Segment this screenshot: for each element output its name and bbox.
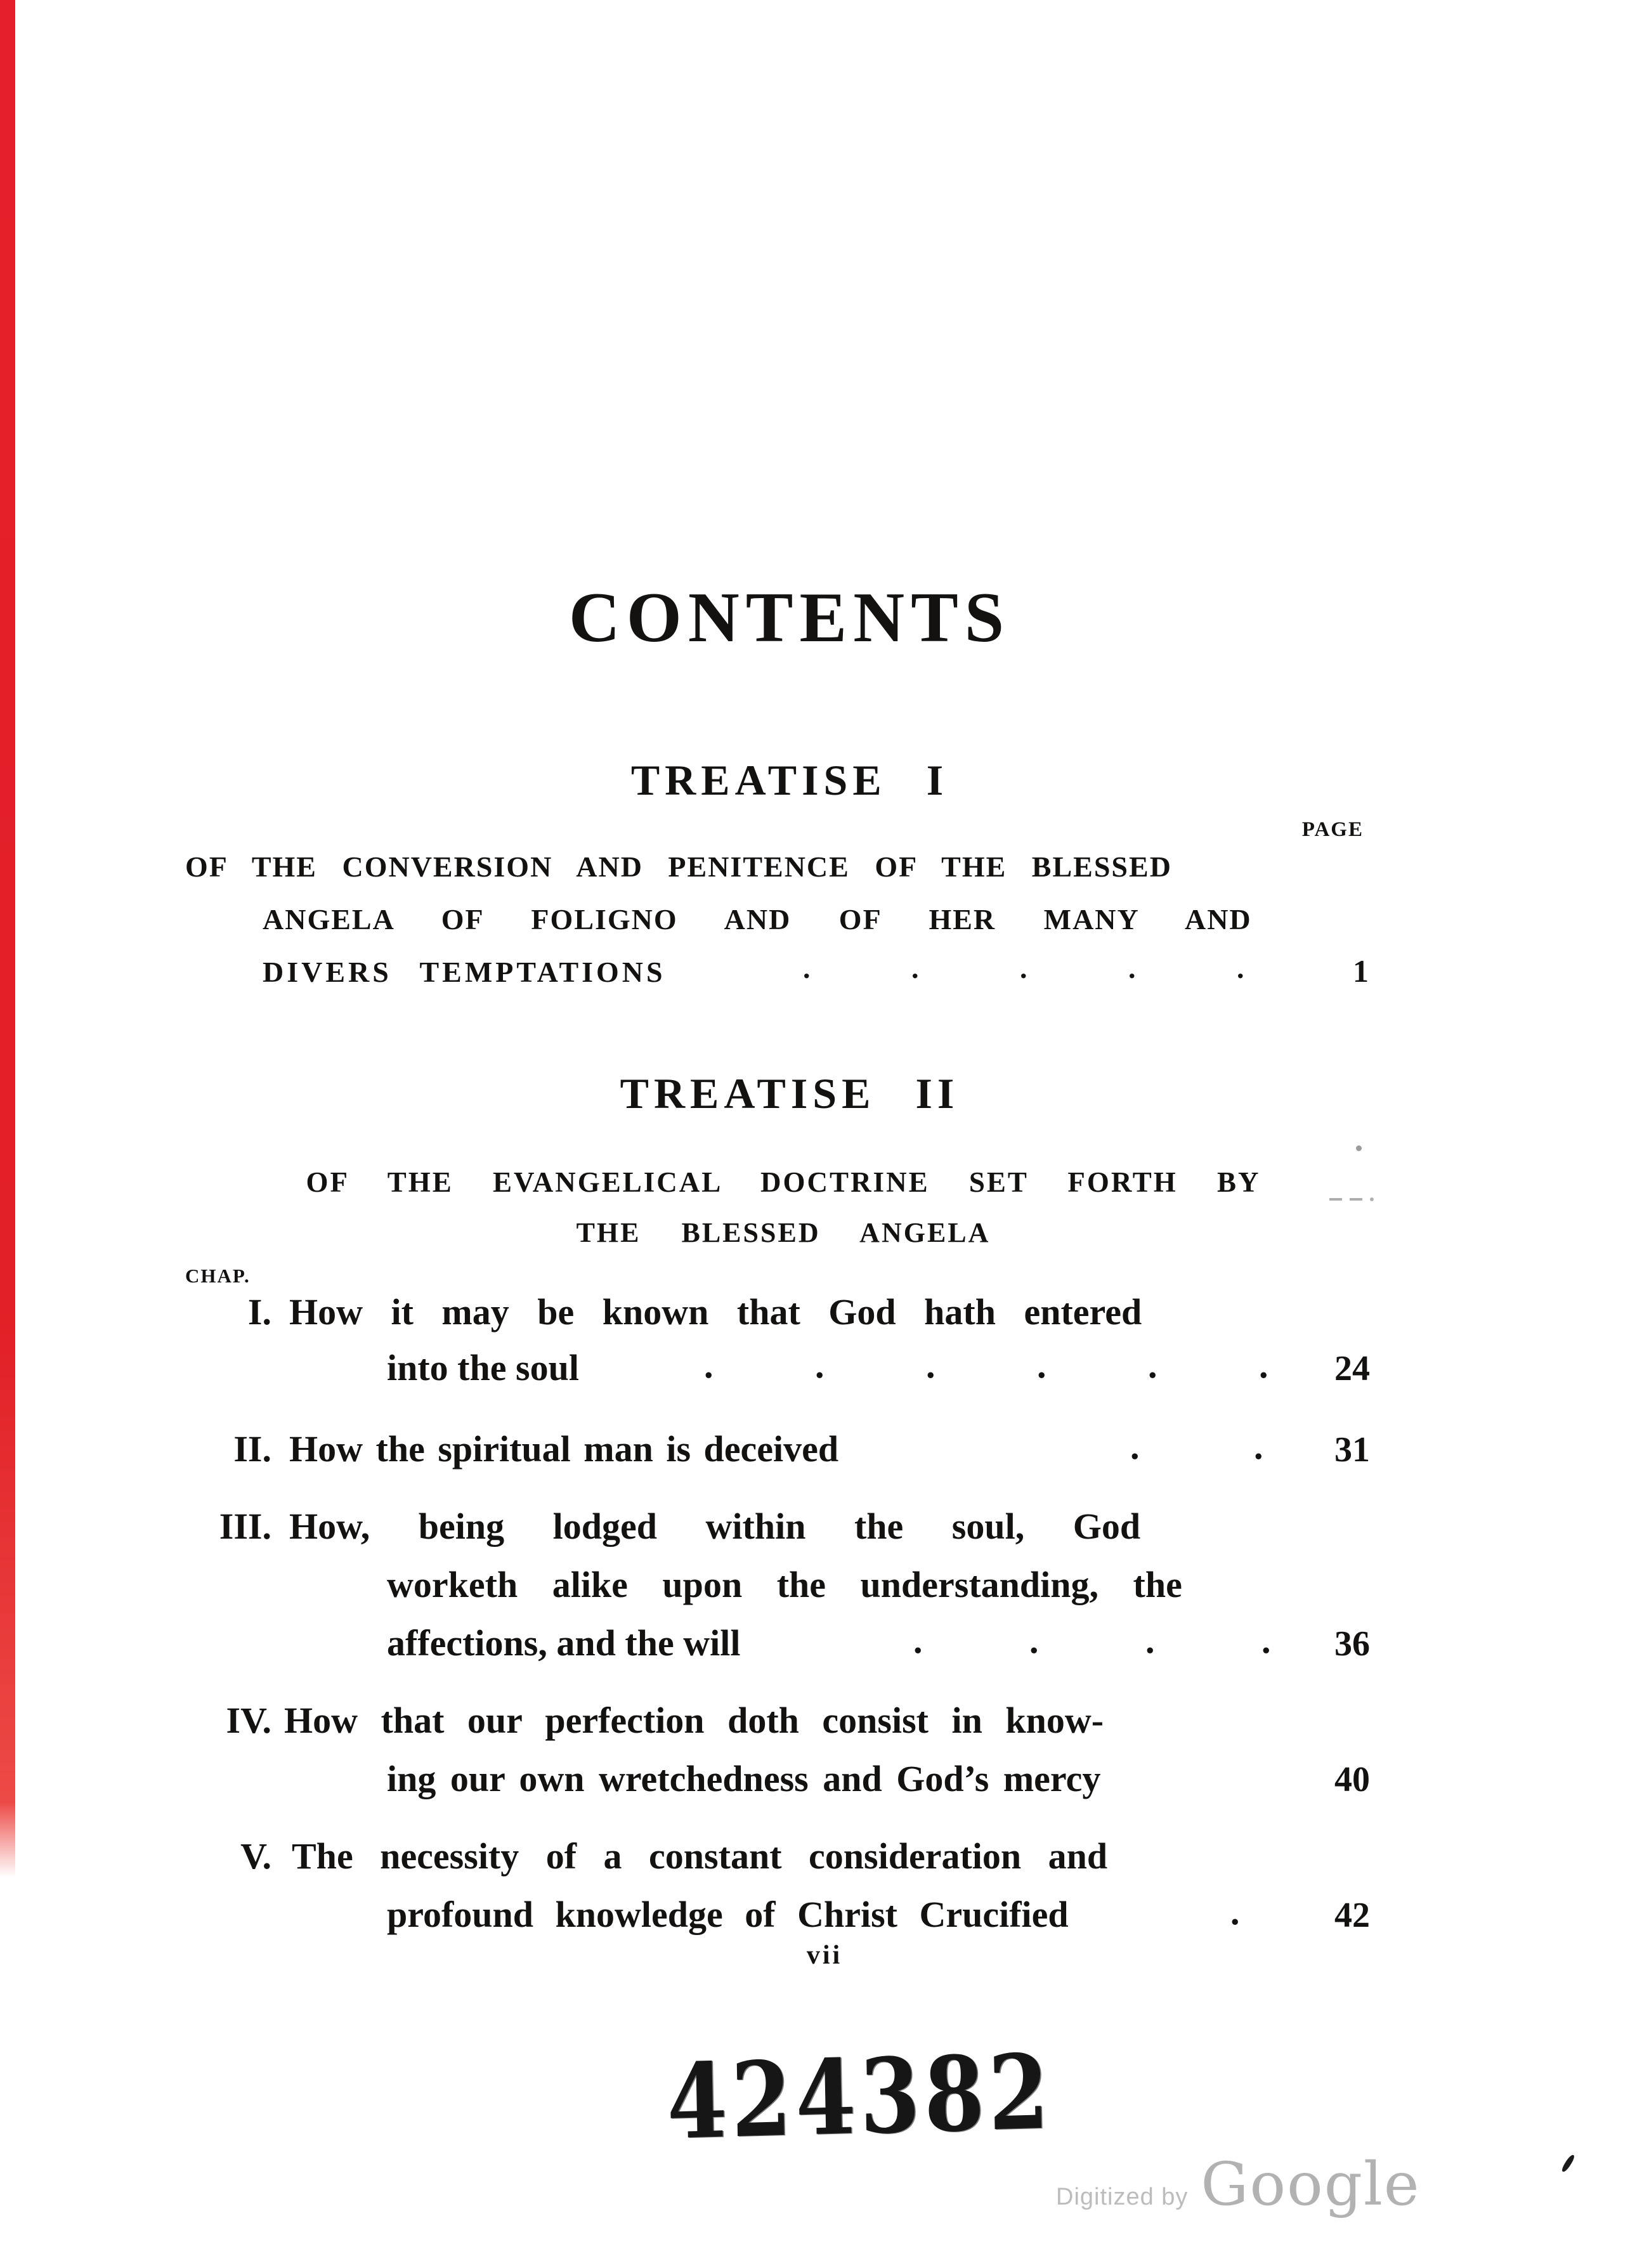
- leader-dots: . . . . .: [803, 952, 1246, 984]
- google-watermark: [1056, 2150, 1421, 2219]
- page-column-label: PAGE: [1301, 818, 1364, 841]
- page-number: 1: [1353, 953, 1370, 989]
- scan-artifact-speck: [1370, 1197, 1374, 1201]
- toc-entry-numeral: IV.: [226, 1700, 271, 1741]
- scan-artifact-dashes: [1329, 1197, 1374, 1201]
- toc-entry-text: How it may be known that God hath entered: [289, 1291, 1142, 1333]
- page-number: 24: [1334, 1349, 1370, 1388]
- page-number: 36: [1334, 1624, 1370, 1664]
- scan-artifact-dash: [1329, 1198, 1342, 1201]
- treatise-1-text-line-1: OF THE CONVERSION AND PENITENCE OF THE BLESSED: [185, 850, 1172, 883]
- treatise-1-text: DIVERS TEMPTATIONS: [263, 956, 666, 988]
- treatise-2-subtitle-line-2: THE BLESSED ANGELA: [576, 1217, 991, 1248]
- toc-entry-line: [178, 1758, 1370, 1809]
- toc-entry-line: [178, 1564, 1370, 1615]
- toc-entry-line: [178, 1347, 1370, 1398]
- toc-entry-numeral: III.: [219, 1506, 271, 1547]
- leader-dots: .: [1230, 1891, 1240, 1932]
- ink-mark-artifact: [1560, 2154, 1576, 2172]
- toc-entry-text: into the soul: [387, 1347, 579, 1388]
- google-logo: Google: [1201, 2150, 1421, 2219]
- treatise-2-subtitle-line-1: OF THE EVANGELICAL DOCTRINE SET FORTH BY: [306, 1166, 1261, 1198]
- leader-dots: . .: [1130, 1426, 1263, 1467]
- toc-entry-numeral: II.: [233, 1428, 271, 1470]
- toc-entry-line: [178, 1700, 1370, 1750]
- treatise-1-text-line-2: ANGELA OF FOLIGNO AND OF HER MANY AND: [263, 903, 1252, 935]
- folio-number: vii: [806, 1941, 843, 1970]
- toc-entry-text: profound knowledge of Christ Crucified: [387, 1894, 1069, 1935]
- scan-artifact-dot: [1356, 1145, 1362, 1151]
- scan-artifact-dash: [1350, 1198, 1362, 1201]
- page-number: 31: [1334, 1430, 1370, 1470]
- toc-entry-text: How, being lodged within the soul, God: [289, 1506, 1141, 1547]
- toc-entry-line: [178, 1291, 1370, 1342]
- treatise-2-heading: TREATISE II: [620, 1069, 960, 1118]
- toc-entry-text: affections, and the will: [387, 1622, 741, 1664]
- page-title: CONTENTS: [568, 578, 1011, 657]
- red-scan-strip: [0, 0, 15, 1877]
- treatise-1-text-line-3: [263, 952, 1370, 989]
- toc-entry-line: [178, 1506, 1370, 1556]
- toc-entry-line: [178, 1428, 1370, 1479]
- page-number: 42: [1334, 1896, 1370, 1935]
- toc-entry-text: ing our own wretchedness and God’s mercy: [387, 1758, 1101, 1799]
- leader-dots: . . . . . .: [704, 1345, 1268, 1386]
- treatise-1-heading: TREATISE I: [630, 756, 949, 804]
- toc-entry-text: worketh alike upon the understanding, the: [387, 1564, 1182, 1605]
- toc-entry-text: How the spiritual man is deceived: [289, 1428, 839, 1470]
- toc-entry-text: How that our perfection doth consist in know-: [284, 1700, 1104, 1741]
- toc-entry-numeral: I.: [247, 1291, 271, 1333]
- toc-entry-line: [178, 1891, 1370, 1945]
- page-number: 40: [1334, 1760, 1370, 1799]
- toc-entry-line: [178, 1622, 1370, 1673]
- accession-stamp: 424382: [665, 2031, 1054, 2163]
- leader-dots: . . . .: [913, 1620, 1271, 1661]
- toc-entry-numeral: V.: [240, 1835, 271, 1877]
- digitized-by-text: Digitized by: [1056, 2184, 1189, 2210]
- toc-entry-line: [178, 1835, 1370, 1886]
- toc-entry-text: The necessity of a constant consideration and: [292, 1835, 1108, 1877]
- chapter-column-label: CHAP.: [185, 1265, 251, 1287]
